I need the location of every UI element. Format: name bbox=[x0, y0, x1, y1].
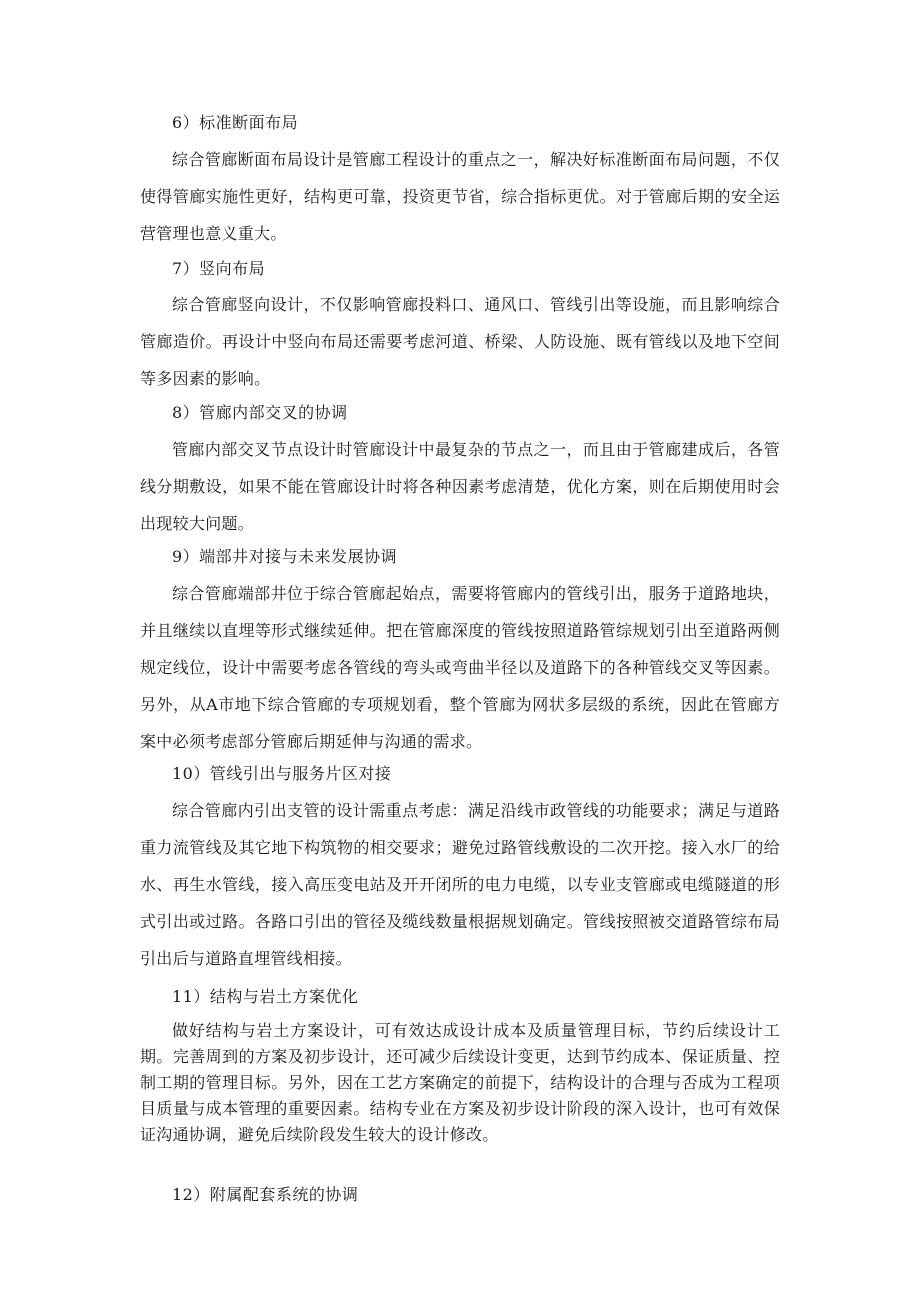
section-6-body: 综合管廊断面布局设计是管廊工程设计的重点之一，解决好标准断面布局问题，不仅使得管廊实施性更好，结构更可靠，投资更节省，综合指标更优。对于管廊后期的安全运营管理也意义重大。 bbox=[140, 150, 780, 243]
section-9-heading: 9）端部井对接与未来发展协调 bbox=[172, 547, 398, 566]
section-10-body: 综合管廊内引出支管的设计需重点考虑：满足沿线市政管线的功能要求；满足与道路重力流管线及其它地下构筑物的相交要求；避免过路管线敷设的二次开挖。接入水厂的给水、再生水管线，接入高压变电站及开开闭所的电力电缆，以专业支管廊或电缆隧道的形式引出或过路。各路口引出的管径及缆线数量根据规划确定。管线按照被交道路管综布局引出后与道路直埋管线相接。 bbox=[140, 801, 780, 968]
section-8-heading: 8）管廊内部交叉的协调 bbox=[172, 403, 348, 422]
section-7-body: 综合管廊竖向设计，不仅影响管廊投料口、通风口、管线引出等设施，而且影响综合管廊造价。再设计中竖向布局还需要考虑河道、桥梁、人防设施、既有管线以及地下空间等多因素的影响。 bbox=[140, 295, 780, 388]
section-9-body: 综合管廊端部井位于综合管廊起始点，需要将管廊内的管线引出，服务于道路地块，并且继续以直埋等形式继续延伸。把在管廊深度的管线按照道路管综规划引出至道路两侧规定线位，设计中需要考虑各管线的弯头或弯曲半径以及道路下的各种管线交叉等因素。另外，从A市地下综合管廊的专项规划看，整个管廊为网状多层级的系统，因此在管廊方案中必须考虑部分管廊后期延伸与沟通的需求。 bbox=[140, 584, 780, 751]
section-11-body: 做好结构与岩土方案设计，可有效达成设计成本及质量管理目标，节约后续设计工期。完善周到的方案及初步设计，还可减少后续设计变更，达到节约成本、保证质量、控制工期的管理目标。另外，因在工艺方案确定的前提下，结构设计的合理与否成为工程项目质量与成本管理的重要因素。结构专业在方案及初步设计阶段的深入设计，也可有效保证沟通协调，避免后续阶段发生较大的设计修改。 bbox=[140, 1021, 780, 1144]
section-10-heading: 10）管线引出与服务片区对接 bbox=[172, 764, 392, 783]
section-12-heading: 12）附属配套系统的协调 bbox=[172, 1185, 359, 1204]
section-11-heading: 11）结构与岩土方案优化 bbox=[172, 987, 359, 1006]
section-6-heading: 6）标准断面布局 bbox=[172, 113, 299, 132]
section-7-heading: 7）竖向布局 bbox=[172, 259, 266, 278]
section-8-body: 管廊内部交叉节点设计时管廊设计中最复杂的节点之一，而且由于管廊建成后，各管线分期敷设，如果不能在管廊设计时将各种因素考虑清楚，优化方案，则在后期使用时会出现较大问题。 bbox=[140, 440, 780, 533]
